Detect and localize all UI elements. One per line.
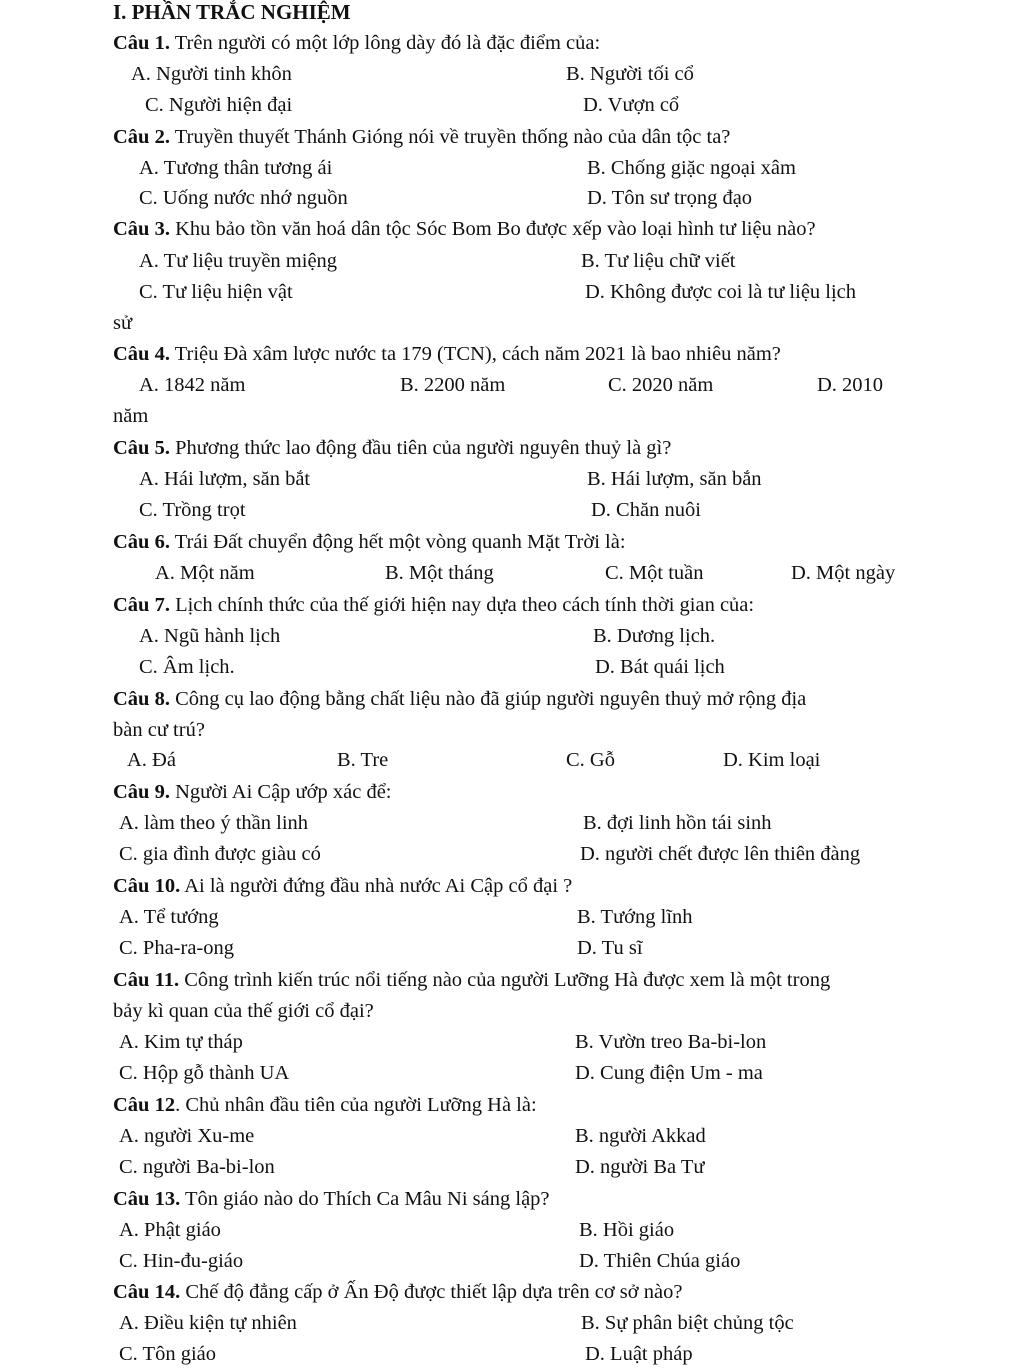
q7-option-d: D. Bát quái lịch bbox=[595, 656, 725, 678]
question-10 bbox=[113, 871, 572, 902]
q6-option-b: B. Một tháng bbox=[385, 562, 494, 584]
question-label: Câu 2. bbox=[113, 126, 170, 148]
q2-option-b: B. Chống giặc ngoại xâm bbox=[587, 157, 796, 179]
q2-option-c: C. Uống nước nhớ nguồn bbox=[139, 187, 348, 209]
q7-option-b: B. Dương lịch. bbox=[593, 625, 716, 647]
q11-option-d: D. Cung điện Um - ma bbox=[575, 1062, 763, 1084]
q9-option-d: D. người chết được lên thiên đàng bbox=[580, 843, 861, 865]
q7-option-a: A. Ngũ hành lịch bbox=[139, 625, 281, 647]
q5-option-a: A. Hái lượm, săn bắt bbox=[139, 468, 311, 490]
question-text: Chế độ đẳng cấp ở Ấn Độ được thiết lập dựa trên cơ sở nào? bbox=[180, 1281, 683, 1303]
q8-option-a: A. Đá bbox=[127, 749, 176, 771]
q14-option-c: C. Tôn giáo bbox=[119, 1343, 216, 1365]
question-label: Câu 10. bbox=[113, 875, 181, 897]
q4-option-c: C. 2020 năm bbox=[608, 374, 714, 396]
question-label: Câu 14. bbox=[113, 1281, 181, 1303]
q13-option-a: A. Phật giáo bbox=[119, 1219, 221, 1241]
q2-option-d: D. Tôn sư trọng đạo bbox=[587, 187, 753, 209]
q12-option-d: D. người Ba Tư bbox=[575, 1156, 705, 1178]
q3-option-c: C. Tư liệu hiện vật bbox=[139, 281, 293, 303]
question-text: Ai là người đứng đầu nhà nước Ai Cập cổ đại ? bbox=[180, 875, 573, 897]
q11-option-a: A. Kim tự tháp bbox=[119, 1031, 243, 1053]
question-label: Câu 7. bbox=[113, 594, 170, 616]
q8-option-b: B. Tre bbox=[337, 749, 389, 771]
question-9 bbox=[113, 777, 392, 808]
q10-option-d: D. Tu sĩ bbox=[577, 937, 643, 959]
question-label: Câu 13. bbox=[113, 1188, 181, 1210]
question-label: Câu 6. bbox=[113, 531, 170, 553]
q11-text-wrap: bảy kì quan của thế giới cổ đại? bbox=[113, 1000, 374, 1022]
q10-option-b: B. Tướng lĩnh bbox=[577, 906, 693, 928]
q1-option-b: B. Người tối cổ bbox=[566, 63, 694, 85]
q7-option-c: C. Âm lịch. bbox=[139, 656, 235, 678]
question-11 bbox=[113, 965, 830, 996]
section-title: I. PHẦN TRẮC NGHIỆM bbox=[113, 0, 351, 24]
q14-option-d: D. Luật pháp bbox=[585, 1343, 693, 1365]
q4-option-d-wrap: năm bbox=[113, 405, 149, 427]
question-label: Câu 3. bbox=[113, 218, 170, 240]
q12-option-c: C. người Ba-bi-lon bbox=[119, 1156, 275, 1178]
question-label: Câu 1. bbox=[113, 32, 170, 54]
q5-option-d: D. Chăn nuôi bbox=[591, 499, 701, 521]
q3-option-d-wrap: sử bbox=[113, 312, 133, 334]
question-text: Công trình kiến trúc nổi tiếng nào của người Lưỡng Hà được xem là một trong bbox=[179, 969, 831, 991]
q2-option-a: A. Tương thân tương ái bbox=[139, 157, 333, 179]
question-label: Câu 11. bbox=[113, 969, 180, 991]
question-7 bbox=[113, 590, 754, 621]
q11-option-c: C. Hộp gỗ thành UA bbox=[119, 1062, 290, 1084]
q6-option-c: C. Một tuần bbox=[605, 562, 704, 584]
q3-option-d: D. Không được coi là tư liệu lịch bbox=[585, 281, 857, 303]
question-text: Triệu Đà xâm lược nước ta 179 (TCN), cách năm 2021 là bao nhiêu năm? bbox=[169, 343, 781, 365]
question-text: Trên người có một lớp lông dày đó là đặc điểm của: bbox=[169, 32, 601, 54]
question-2 bbox=[113, 122, 730, 153]
q13-option-d: D. Thiên Chúa giáo bbox=[579, 1250, 741, 1272]
question-text: Trái Đất chuyển động hết một vòng quanh Mặt Trời là: bbox=[169, 531, 626, 553]
q14-option-b: B. Sự phân biệt chủng tộc bbox=[581, 1312, 794, 1334]
q14-option-a: A. Điều kiện tự nhiên bbox=[119, 1312, 297, 1334]
question-label: Câu 5. bbox=[113, 437, 170, 459]
question-label: Câu 12 bbox=[113, 1094, 176, 1116]
q5-option-c: C. Trồng trọt bbox=[139, 499, 246, 521]
q11-option-b: B. Vườn treo Ba-bi-lon bbox=[575, 1031, 767, 1053]
q8-option-c: C. Gỗ bbox=[566, 749, 615, 771]
q3-option-b: B. Tư liệu chữ viết bbox=[581, 250, 736, 272]
q13-option-c: C. Hin-đu-giáo bbox=[119, 1250, 244, 1272]
question-text: Người Ai Cập ướp xác để: bbox=[169, 781, 392, 803]
q12-option-b: B. người Akkad bbox=[575, 1125, 706, 1147]
q8-option-d: D. Kim loại bbox=[723, 749, 821, 771]
q9-option-c: C. gia đình được giàu có bbox=[119, 843, 321, 865]
question-text: Tôn giáo nào do Thích Ca Mâu Ni sáng lập? bbox=[180, 1188, 550, 1210]
question-3 bbox=[113, 214, 816, 245]
question-label: Câu 4. bbox=[113, 343, 170, 365]
question-text: Truyền thuyết Thánh Gióng nói về truyền thống nào của dân tộc ta? bbox=[169, 126, 731, 148]
question-13 bbox=[113, 1184, 550, 1215]
question-6 bbox=[113, 527, 626, 558]
q6-option-d: D. Một ngày bbox=[791, 562, 896, 584]
question-12 bbox=[113, 1090, 537, 1121]
q10-option-c: C. Pha-ra-ong bbox=[119, 937, 235, 959]
question-text: Lịch chính thức của thế giới hiện nay dựa theo cách tính thời gian của: bbox=[169, 594, 755, 616]
question-label: Câu 8. bbox=[113, 688, 170, 710]
q1-option-c: C. Người hiện đại bbox=[145, 94, 293, 116]
q6-option-a: A. Một năm bbox=[155, 562, 255, 584]
q9-option-a: A. làm theo ý thần linh bbox=[119, 812, 309, 834]
question-text: . Chủ nhân đầu tiên của người Lưỡng Hà là: bbox=[175, 1094, 537, 1116]
q4-option-d: D. 2010 bbox=[817, 374, 884, 396]
question-text: Khu bảo tồn văn hoá dân tộc Sóc Bom Bo được xếp vào loại hình tư liệu nào? bbox=[169, 218, 816, 240]
q8-text-wrap: bàn cư trú? bbox=[113, 719, 205, 741]
q5-option-b: B. Hái lượm, săn bắn bbox=[587, 468, 762, 490]
q4-option-a: A. 1842 năm bbox=[139, 374, 246, 396]
q1-option-d: D. Vượn cổ bbox=[583, 94, 680, 116]
question-14 bbox=[113, 1277, 682, 1308]
q1-option-a: A. Người tinh khôn bbox=[131, 63, 292, 85]
question-5 bbox=[113, 433, 671, 464]
question-label: Câu 9. bbox=[113, 781, 170, 803]
question-8 bbox=[113, 684, 806, 715]
q13-option-b: B. Hồi giáo bbox=[579, 1219, 675, 1241]
q3-option-a: A. Tư liệu truyền miệng bbox=[139, 250, 338, 272]
question-text: Công cụ lao động bằng chất liệu nào đã giúp người nguyên thuỷ mở rộng địa bbox=[169, 688, 807, 710]
question-4 bbox=[113, 339, 781, 370]
q10-option-a: A. Tể tướng bbox=[119, 906, 219, 928]
question-1 bbox=[113, 28, 600, 59]
q4-option-b: B. 2200 năm bbox=[400, 374, 506, 396]
q12-option-a: A. người Xu-me bbox=[119, 1125, 255, 1147]
q9-option-b: B. đợi linh hồn tái sinh bbox=[583, 812, 772, 834]
question-text: Phương thức lao động đầu tiên của người nguyên thuỷ là gì? bbox=[169, 437, 672, 459]
